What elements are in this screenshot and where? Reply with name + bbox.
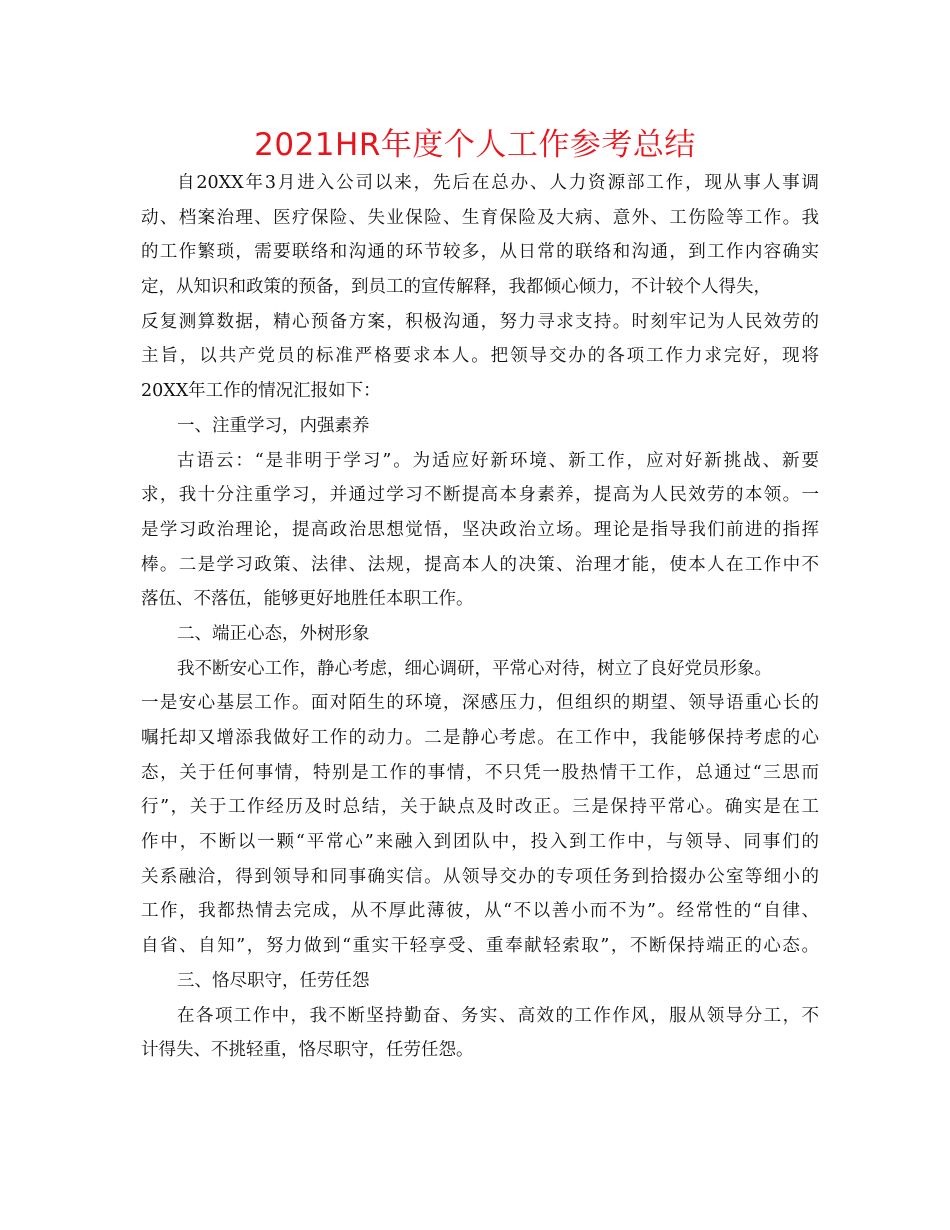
text-line: 关系融洽，得到领导和同事确实信。从领导交办的专项任务到拾掇办公室等细小的 [141, 866, 819, 887]
text-line: 作中，不断以一颗“平常心”来融入到团队中，投入到工作中，与领导、同事们的 [141, 832, 819, 853]
text-line: 定，从知识和政策的预备，到员工的宣传解释，我都倾心倾力，不计较个人得失， [141, 277, 771, 298]
text-line: 求，我十分注重学习，并通过学习不断提高本身素养，提高为人民效劳的本领。一 [141, 485, 819, 506]
text-line: 主旨，以共产党员的标准严格要求本人。把领导交办的各项工作力求完好，现将 [141, 346, 819, 367]
text-line: 工作，我都热情去完成，从不厚此薄彼，从“不以善小而不为”。经常性的“自律、 [141, 901, 819, 922]
text-line: 反复测算数据，精心预备方案，积极沟通，努力寻求支持。时刻牢记为人民效劳的 [141, 311, 819, 332]
text-line: 古语云：“是非明于学习”。为适应好新环境、新工作，应对好新挑战、新要 [177, 450, 819, 471]
text-line: 三、恪尽职守，任劳任怨 [177, 970, 370, 991]
text-line: 我不断安心工作，静心考虑，细心调研，平常心对待，树立了良好党员形象。 [177, 658, 772, 679]
text-line: 二、端正心态，外树形象 [177, 623, 370, 644]
text-line: 在各项工作中，我不断坚持勤奋、务实、高效的工作作风，服从领导分工，不 [177, 1005, 819, 1026]
text-line: 计得失、不挑轻重，恪尽职守，任劳任怨。 [141, 1040, 474, 1061]
text-line: 是学习政治理论，提高政治思想觉悟，坚决政治立场。理论是指导我们前进的指挥 [141, 519, 819, 540]
document-body [141, 166, 819, 1068]
text-line: 落伍、不落伍，能够更好地胜任本职工作。 [141, 589, 474, 610]
document-title: 2021HR年度个人工作参考总结 [254, 127, 696, 163]
text-line: 态，关于任何事情，特别是工作的事情，不只凭一股热情干工作，总通过“三思而 [141, 762, 819, 783]
text-line: 动、档案治理、医疗保险、失业保险、生育保险及大病、意外、工伤险等工作。我 [141, 207, 819, 228]
text-line: 一、注重学习，内强素养 [177, 415, 370, 436]
text-line: 20XX年工作的情况汇报如下： [141, 381, 381, 402]
text-line: 的工作繁琐，需要联络和沟通的环节较多，从日常的联络和沟通，到工作内容确实 [141, 242, 819, 263]
text-line: 一是安心基层工作。面对陌生的环境，深感压力，但组织的期望、领导语重心长的 [141, 693, 819, 714]
text-line: 自20XX年3月进入公司以来，先后在总办、人力资源部工作，现从事人事调 [177, 173, 819, 193]
text-line: 自省、自知”，努力做到“重实干轻享受、重奉献轻索取”，不断保持端正的心态。 [141, 936, 819, 957]
text-line: 嘱托却又增添我做好工作的动力。二是静心考虑。在工作中，我能够保持考虑的心 [141, 728, 819, 748]
text-line: 行”，关于工作经历及时总结，关于缺点及时改正。三是保持平常心。确实是在工 [141, 797, 819, 818]
text-line: 棒。二是学习政策、法律、法规，提高本人的决策、治理才能，使本人在工作中不 [141, 554, 819, 575]
